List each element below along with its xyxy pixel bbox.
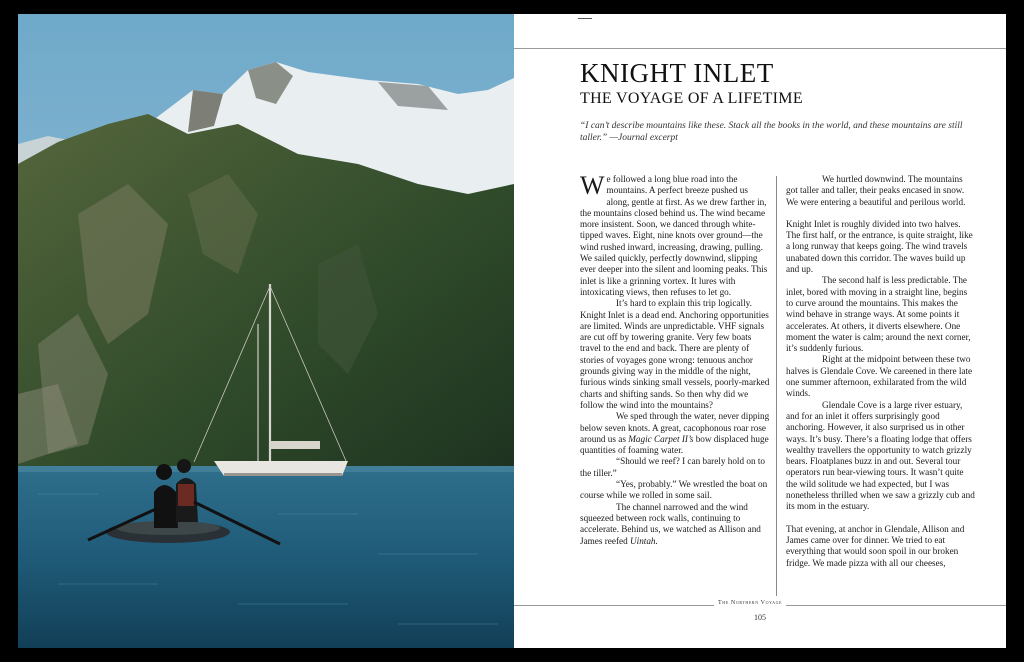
inlet-photograph bbox=[18, 14, 514, 648]
paragraph: The second half is less predictable. The inlet, bored with moving in a straight line, begins to curve around the mountains. This makes the wind behave in strange ways. At some points it accelerates. At others, it diverts elsewhere. One moment the water is calm; around the next corner, it’s suddenly furious. bbox=[786, 275, 971, 354]
paragraph: “Yes, probably.” We wrestled the boat on course while we rolled in some sail. bbox=[580, 479, 768, 501]
boat-name: Magic Carpet II’s bbox=[628, 433, 694, 444]
page-number: 105 bbox=[754, 613, 766, 622]
paragraph: It’s hard to explain this trip logically. Knight Inlet is a dead end. Anchoring opportunities are limited. Winds are unpredictable. VHF signals are cut off by towering granite. Very few boats travel to the end and back. There are plenty of stories of voyages gone wrong: tenuous anchor grounds giving way in the middle of the night, furious winds sinking small vessels, poorly-marked charts and shifting sands. So then why did we follow the wind into the mountains? bbox=[580, 298, 770, 410]
pull-quote: “I can’t describe mountains like these. Stack all the books in the world, and these mountains are still taller.” —Journal excerpt bbox=[580, 121, 963, 143]
magazine-spread bbox=[18, 14, 1006, 648]
header-rule bbox=[514, 48, 1006, 49]
paragraph: We hurtled downwind. The mountains got taller and taller, their peaks encased in snow. We were entering a beautiful and perilous world. bbox=[786, 174, 966, 207]
paragraph-text: We sped through the water, never dipping below seven knots. A great, cacophonous roar rose around us as bbox=[580, 411, 770, 444]
paragraph bbox=[580, 171, 770, 298]
running-title: The Northern Voyage bbox=[714, 600, 786, 606]
article-page bbox=[514, 14, 1006, 648]
paragraph: Glendale Cove is a large river estuary, and for an inlet it offers surprisingly good anchoring. However, it also surprised us in other ways. It’s busy. There’s a floating lodge that offers wealthy travellers the opportunity to watch grizzly bears. Floatplanes buzz in and out. Several tour operators run bear-viewing tours. It wasn’t quite the wild solitude we had expected, but I was nonetheless thrilled when we saw a grizzly cub and its mom in the estuary. bbox=[786, 399, 975, 512]
paragraph: That evening, at anchor in Glendale, Allison and James came over for dinner. We tried to eat everything that would soon spoil in our broken fridge. We made pizza with all our cheeses, bbox=[786, 523, 965, 568]
column-divider bbox=[776, 176, 777, 596]
article-title: KNIGHT INLET bbox=[580, 58, 774, 88]
paragraph: “Should we reef? I can barely hold on to the tiller.” bbox=[580, 456, 765, 478]
top-tick-mark bbox=[578, 18, 592, 19]
boat-name: Uintah. bbox=[630, 535, 658, 546]
mountain-inlet-photo-icon bbox=[18, 14, 514, 648]
text-column-right bbox=[786, 174, 976, 569]
article-subtitle: THE VOYAGE OF A LIFETIME bbox=[580, 90, 803, 107]
paragraph bbox=[580, 502, 770, 547]
paragraph: Right at the midpoint between these two halves is Glendale Cove. We careened in there late one summer afternoon, exhilarated from the wild winds. bbox=[786, 354, 973, 399]
paragraph bbox=[580, 411, 770, 456]
text-column-left bbox=[580, 171, 770, 547]
drop-cap: W bbox=[580, 171, 605, 200]
paragraph-text: bow displaced huge quantities of foaming water. bbox=[580, 433, 769, 456]
paragraph: Knight Inlet is roughly divided into two halves. The first half, or the entrance, is quite straight, like a long runway that keeps going. The wind travels unabated down this corridor. The waves build up and up. bbox=[786, 218, 973, 275]
paragraph-text: The channel narrowed and the wind squeezed between rock walls, continuing to accelerate. Behind us, we watched as Allison and James reefed bbox=[580, 501, 761, 546]
paragraph-text: e followed a long blue road into the mountains. A perfect breeze pushed us along, gentle at first. As we drew farther in, the mountains closed behind us. The wind became more insistent. Soon, we danced through white-tipped waves. Eight, nine knots over ground—the wind rushed inward, increasing, drawing, pulling. We sailed quickly, perfectly downwind, slipping ever deeper into the silent and looming peaks. This inlet is like a grinning vortex. It lures with intoxicating views, then refuses to let go. bbox=[580, 174, 768, 297]
